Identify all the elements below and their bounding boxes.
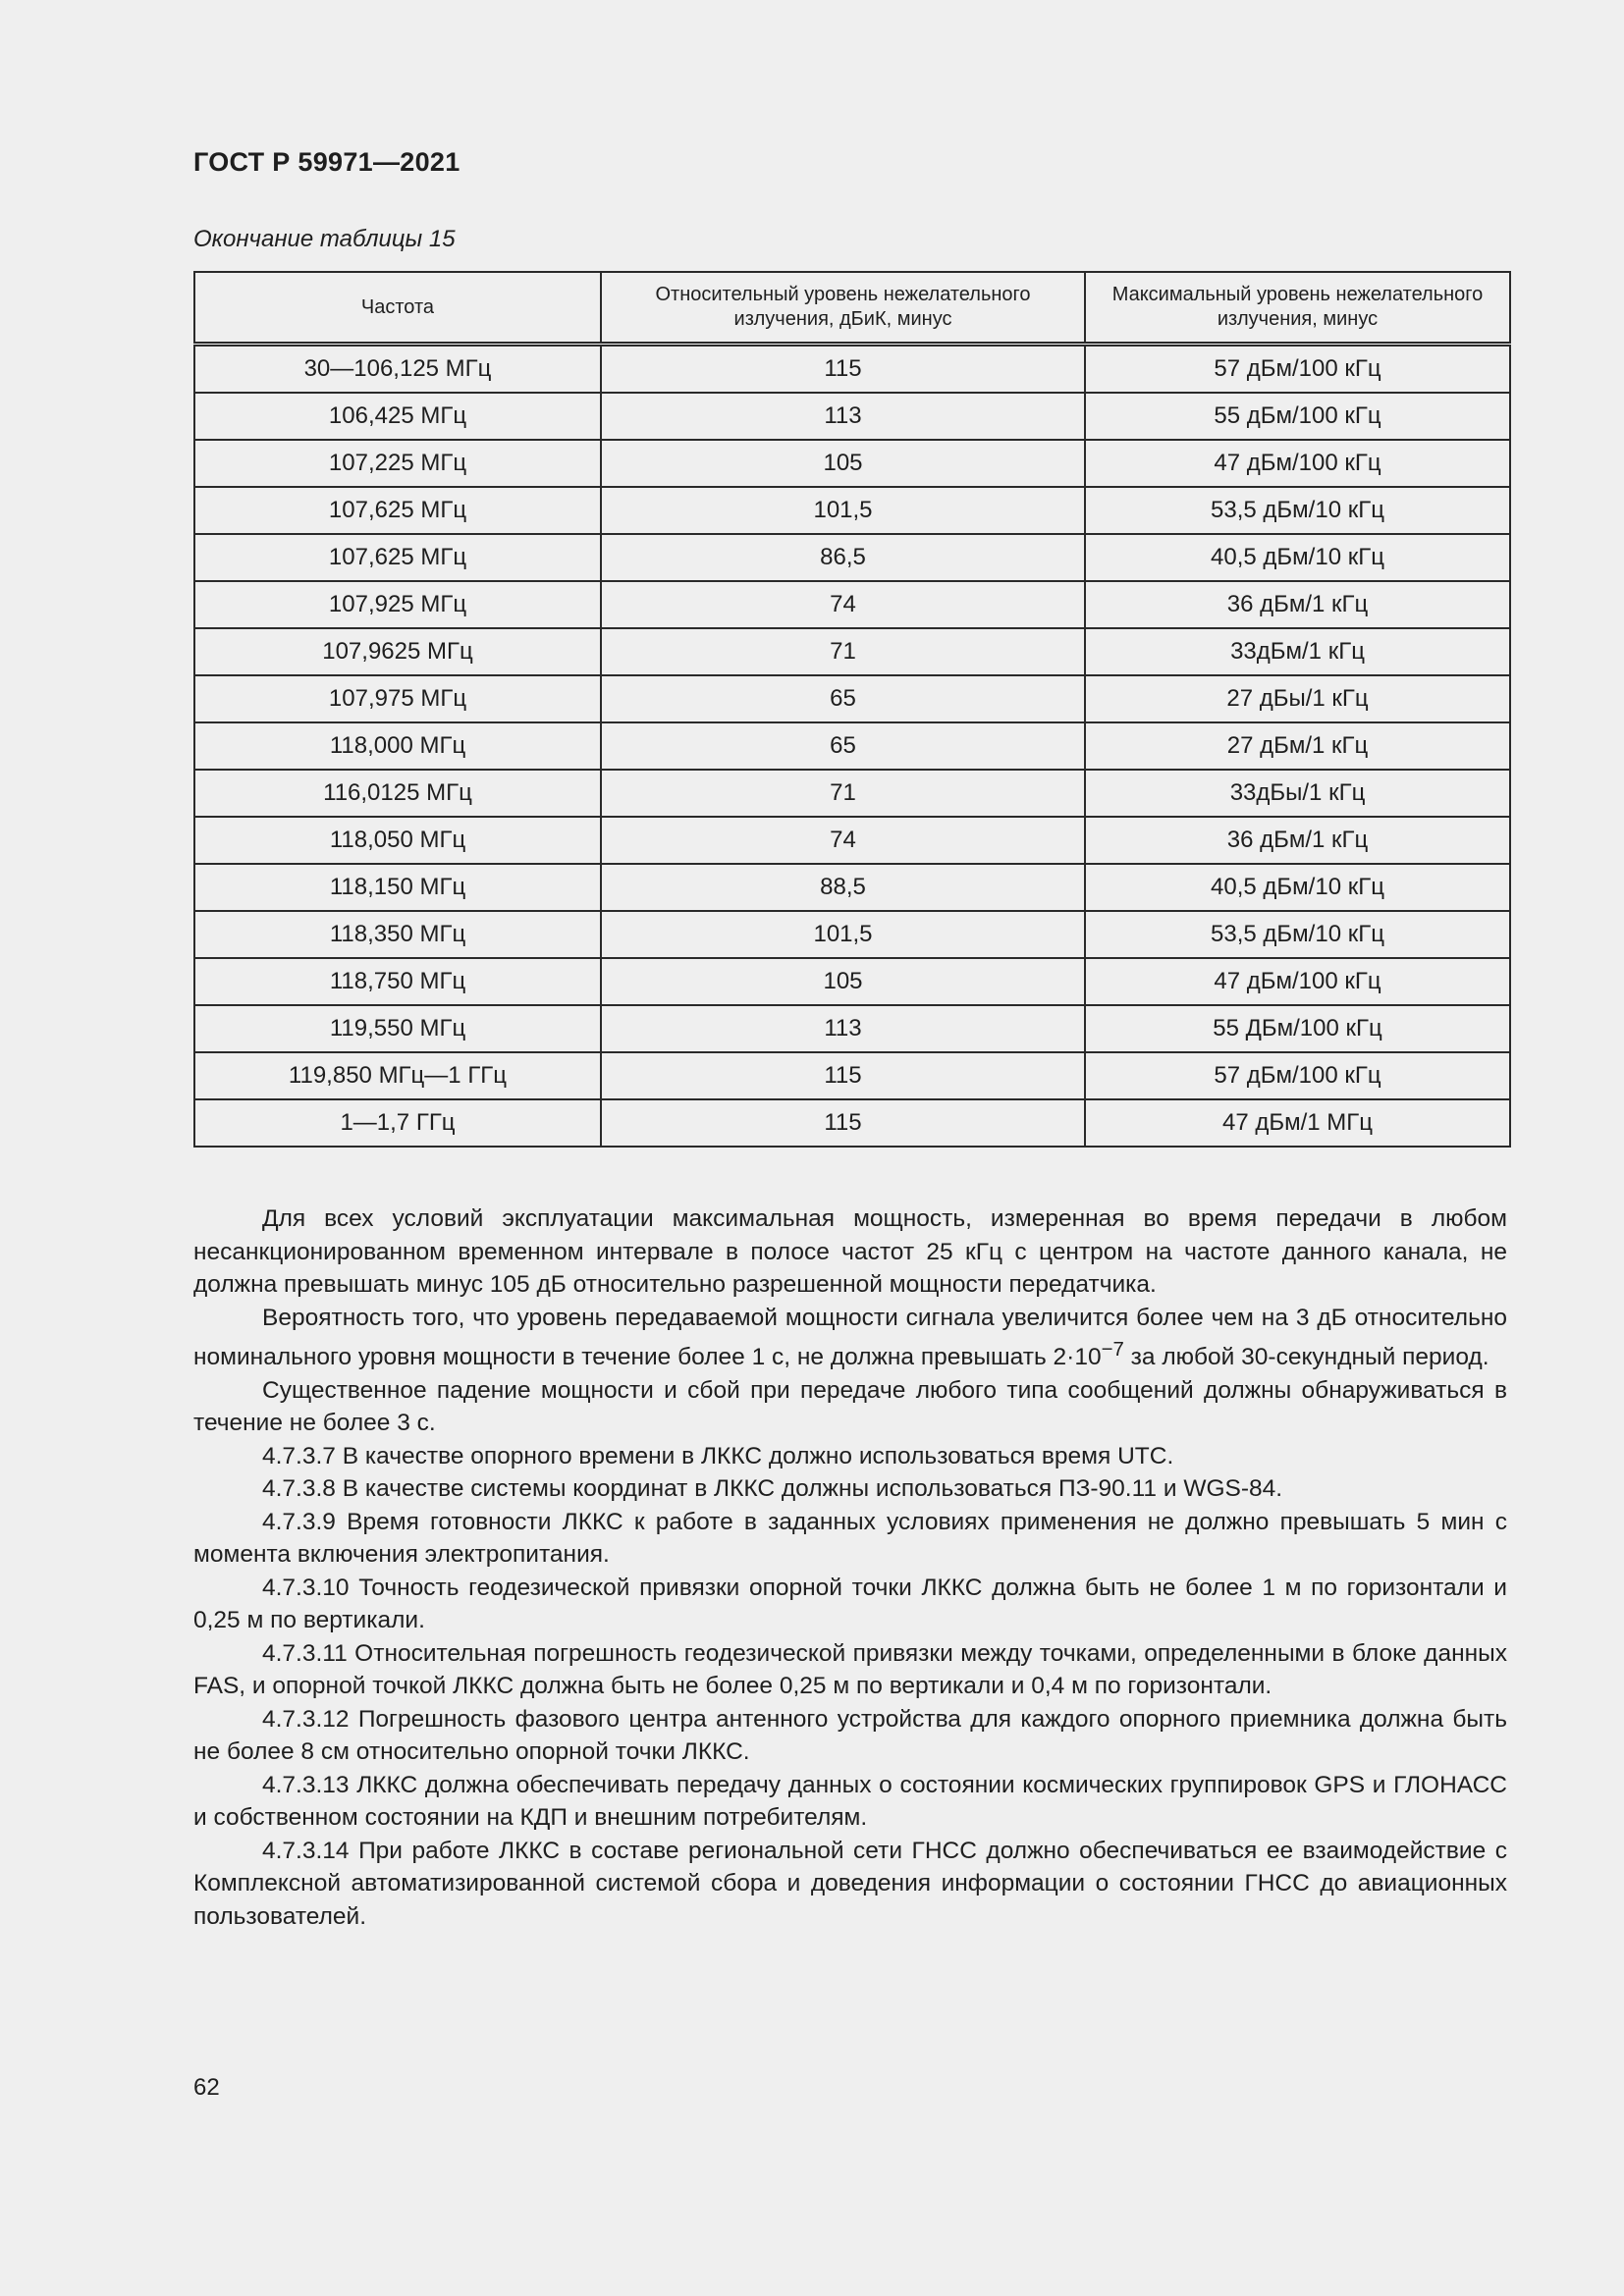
paragraph-text: за любой 30-секундный период. <box>1123 1344 1489 1371</box>
column-header-max-level: Максимальный уровень нежелательного излучения, минус <box>1085 272 1510 345</box>
relative-level-cell: 71 <box>601 628 1085 675</box>
relative-level-cell: 88,5 <box>601 864 1085 911</box>
body-text <box>193 1202 1507 1933</box>
clause-4-7-3-12: 4.7.3.12 Погрешность фазового центра антенного устройства для каждого опорного приемника должна быть не более 8 см относительно опорной точки ЛККС. <box>193 1705 1507 1766</box>
clause-4-7-3-8: 4.7.3.8 В качестве системы координат в ЛККС должны использоваться ПЗ-90.11 и WGS-84. <box>262 1475 1283 1503</box>
clause-4-7-3-7: 4.7.3.7 В качестве опорного времени в ЛККС должно использоваться время UTC. <box>262 1442 1174 1469</box>
max-level-cell: 55 ДБм/100 кГц <box>1085 1005 1510 1052</box>
max-level-cell: 53,5 дБм/10 кГц <box>1085 911 1510 958</box>
relative-level-cell: 113 <box>601 393 1085 440</box>
table-row <box>194 911 1510 958</box>
max-level-cell: 47 дБм/1 МГц <box>1085 1099 1510 1147</box>
table-body <box>194 345 1510 1148</box>
max-level-cell: 47 дБм/100 кГц <box>1085 958 1510 1005</box>
table-row <box>194 958 1510 1005</box>
max-level-cell: 40,5 дБм/10 кГц <box>1085 534 1510 581</box>
frequency-cell: 107,225 МГц <box>194 440 601 487</box>
frequency-cell: 1—1,7 ГГц <box>194 1099 601 1147</box>
max-level-cell: 33дБы/1 кГц <box>1085 770 1510 817</box>
table-row <box>194 581 1510 628</box>
relative-level-cell: 105 <box>601 958 1085 1005</box>
frequency-cell: 118,150 МГц <box>194 864 601 911</box>
relative-level-cell: 86,5 <box>601 534 1085 581</box>
exponent: −7 <box>1101 1339 1124 1361</box>
relative-level-cell: 115 <box>601 345 1085 394</box>
relative-level-cell: 65 <box>601 675 1085 722</box>
frequency-cell: 118,050 МГц <box>194 817 601 864</box>
table-row <box>194 393 1510 440</box>
relative-level-cell: 115 <box>601 1099 1085 1147</box>
relative-level-cell: 113 <box>601 1005 1085 1052</box>
emission-table <box>193 271 1511 1148</box>
clause-4-7-3-14: 4.7.3.14 При работе ЛККС в составе региональной сети ГНСС должно обеспечиваться ее взаимодействие с Комплексной автоматизированной системой сбора и доведения информации о состоянии ГНСС до авиационных пользователей. <box>193 1837 1507 1930</box>
relative-level-cell: 115 <box>601 1052 1085 1099</box>
frequency-cell: 118,750 МГц <box>194 958 601 1005</box>
table-row <box>194 864 1510 911</box>
table-row <box>194 675 1510 722</box>
max-level-cell: 27 дБы/1 кГц <box>1085 675 1510 722</box>
frequency-cell: 30—106,125 МГц <box>194 345 601 394</box>
relative-level-cell: 74 <box>601 817 1085 864</box>
table-header-row <box>194 272 1510 345</box>
table-row <box>194 1099 1510 1147</box>
max-level-cell: 27 дБм/1 кГц <box>1085 722 1510 770</box>
relative-level-cell: 71 <box>601 770 1085 817</box>
frequency-cell: 106,425 МГц <box>194 393 601 440</box>
document-header: ГОСТ Р 59971—2021 <box>193 147 460 177</box>
relative-level-cell: 101,5 <box>601 487 1085 534</box>
paragraph-text: Вероятность того, что уровень передаваемой мощности сигнала увеличится более чем на 3 дБ относительно номинального уровня мощности в течение более 1 с, не должна превышать 2·10 <box>193 1304 1507 1371</box>
frequency-cell: 107,975 МГц <box>194 675 601 722</box>
table-row <box>194 1005 1510 1052</box>
table-caption: Окончание таблицы 15 <box>193 226 456 252</box>
relative-level-cell: 74 <box>601 581 1085 628</box>
frequency-cell: 107,625 МГц <box>194 487 601 534</box>
table-row <box>194 1052 1510 1099</box>
frequency-cell: 107,625 МГц <box>194 534 601 581</box>
clause-4-7-3-9: 4.7.3.9 Время готовности ЛККС к работе в заданных условиях применения не должно превышать 5 мин с момента включения электропитания. <box>193 1508 1507 1569</box>
frequency-cell: 119,850 МГц—1 ГГц <box>194 1052 601 1099</box>
table-row <box>194 722 1510 770</box>
max-level-cell: 47 дБм/100 кГц <box>1085 440 1510 487</box>
max-level-cell: 53,5 дБм/10 кГц <box>1085 487 1510 534</box>
paragraph-probability <box>193 1302 1507 1374</box>
table-row <box>194 345 1510 394</box>
table-row <box>194 770 1510 817</box>
max-level-cell: 55 дБм/100 кГц <box>1085 393 1510 440</box>
max-level-cell: 36 дБм/1 кГц <box>1085 817 1510 864</box>
clause-4-7-3-13: 4.7.3.13 ЛККС должна обеспечивать передачу данных о состоянии космических группировок GPS и ГЛОНАСС и собственном состоянии на КДП и внешним потребителям. <box>193 1771 1507 1832</box>
column-header-relative-level: Относительный уровень нежелательного излучения, дБиК, минус <box>601 272 1085 345</box>
clause-4-7-3-10: 4.7.3.10 Точность геодезической привязки опорной точки ЛККС должна быть не более 1 м по горизонтали и 0,25 м по вертикали. <box>193 1574 1507 1634</box>
max-level-cell: 40,5 дБм/10 кГц <box>1085 864 1510 911</box>
relative-level-cell: 105 <box>601 440 1085 487</box>
relative-level-cell: 65 <box>601 722 1085 770</box>
frequency-cell: 119,550 МГц <box>194 1005 601 1052</box>
paragraph: Существенное падение мощности и сбой при передаче любого типа сообщений должны обнаруживаться в течение не более 3 с. <box>193 1376 1507 1437</box>
paragraph: Для всех условий эксплуатации максимальная мощность, измеренная во время передачи в любом несанкционированном временном интервале в полосе частот 25 кГц с центром на частоте данного канала, не должна превышать минус 105 дБ относительно разрешенной мощности передатчика. <box>193 1205 1507 1298</box>
frequency-cell: 116,0125 МГц <box>194 770 601 817</box>
frequency-cell: 107,925 МГц <box>194 581 601 628</box>
frequency-cell: 118,350 МГц <box>194 911 601 958</box>
max-level-cell: 57 дБм/100 кГц <box>1085 1052 1510 1099</box>
frequency-cell: 118,000 МГц <box>194 722 601 770</box>
column-header-frequency: Частота <box>194 272 601 345</box>
max-level-cell: 33дБм/1 кГц <box>1085 628 1510 675</box>
table-row <box>194 628 1510 675</box>
page-number: 62 <box>193 2074 220 2101</box>
clause-4-7-3-11: 4.7.3.11 Относительная погрешность геодезической привязки между точками, определенными в блоке данных FAS, и опорной точкой ЛККС должна быть не более 0,25 м по вертикали и 0,4 м по горизонтали. <box>193 1639 1507 1700</box>
relative-level-cell: 101,5 <box>601 911 1085 958</box>
max-level-cell: 57 дБм/100 кГц <box>1085 345 1510 394</box>
table-row <box>194 440 1510 487</box>
max-level-cell: 36 дБм/1 кГц <box>1085 581 1510 628</box>
table-row <box>194 487 1510 534</box>
table-row <box>194 817 1510 864</box>
table-row <box>194 534 1510 581</box>
frequency-cell: 107,9625 МГц <box>194 628 601 675</box>
